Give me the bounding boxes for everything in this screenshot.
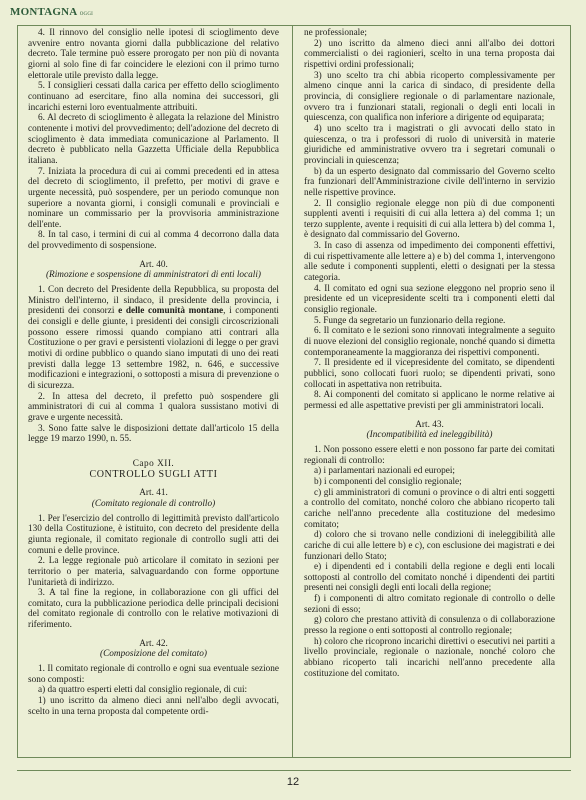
paragraph: 4. Il rinnovo del consiglio nelle ipotesi di scioglimento deve avvenire entro novanta giorni dalla pubblicazione del relativo decreto. Tale termine può essere prorogato per non più di novanta giorni al solo fine di far coincidere le elezioni con il primo turno elettorale utile previsto dalla legge. [28, 28, 279, 81]
paragraph: ne professionale; [304, 28, 367, 38]
article-heading: Art. 42. [139, 638, 168, 649]
paragraph: 1. Per l'esercizio del controllo di legittimità previsto dall'articolo 130 della Costituzione, è istituito, con decreto del presidente della giunta regionale, il comitato regionale di controllo sugli atti dei comuni e delle province. [28, 513, 279, 556]
paragraph: 2. In attesa del decreto, il prefetto può sospendere gli amministratori di cui al comma 1 qualora sussistano motivi di grave e urgente necessità. [28, 391, 279, 423]
paragraph: 5. I consiglieri cessati dalla carica per effetto dello scioglimento continuano ad esercitare, fino alla nomina dei successori, gli incarichi esterni loro eventualmente attribuiti. [28, 81, 279, 113]
paragraph: 1. Il comitato regionale di controllo e ogni sua eventuale sezione sono composti: [28, 664, 279, 685]
article-subtitle: (Composizione del comitato) [100, 649, 207, 660]
paragraph: 3. Sono fatte salve le disposizioni dettate dall'articolo 15 della legge 19 marzo 1990, n. 55. [28, 423, 279, 445]
list-item: e) i dipendenti ed i contabili della regione e degli enti locali sottoposti al controllo del comitato nonché i dipendenti dei partiti presenti nei consigli degli enti locali della regione; [304, 562, 555, 594]
paragraph: 7. Il presidente ed il vicepresidente del comitato, se dipendenti pubblici, sono collocati fuori ruolo; se dipendenti privati, sono collocati in aspettativa non retribuita. [304, 358, 555, 390]
article-subtitle: (Incompatibilità ed ineleggibilità) [366, 430, 493, 441]
chapter-title: CONTROLLO SUGLI ATTI [89, 468, 218, 480]
paragraph: 5. Funge da segretario un funzionario della regione. [314, 315, 506, 326]
paragraph: 3. A tal fine la regione, in collaborazione con gli uffici del comitato, cura la pubblicazione periodica delle principali decisioni del comitato regionale di controllo con le relative motivazioni di riferimento. [28, 588, 279, 631]
left-column [28, 28, 279, 756]
paragraph: 3) uno scelto tra chi abbia ricoperto complessivamente per almeno cinque anni la carica di sindaco, di presidente della provincia, di consigliere regionale o di parlamentare nazionale, ovvero tra i funzionari statali, regionali o degli enti locali in quiescenza, con qualifica non inferiore a dirigente od equiparata; [304, 70, 555, 124]
article-heading: Art. 43. [415, 419, 444, 430]
list-item: c) gli amministratori di comuni o province o di altri enti soggetti a controllo del comitato, nonché coloro che abbiano ricoperto tali cariche nell'anno precedente alla costituzione del medesimo comitato; [304, 487, 555, 530]
bold-insert: e delle comunità montane [118, 306, 224, 317]
list-item: g) coloro che prestano attività di consulenza o di collaborazione presso la regione o enti sottoposti al controllo regionale; [304, 615, 555, 637]
paragraph: 6. Al decreto di scioglimento è allegata la relazione del Ministro contenente i motivi del provvedimento; dell'adozione del decreto di scioglimento è data immediata comunicazione al Parlamento. Il decreto è pubblicato nella Gazzetta Ufficiale della Repubblica italiana. [28, 113, 279, 166]
magazine-logo: MONTAGNA OGGI [10, 6, 94, 18]
paragraph: 1) uno iscritto da almeno dieci anni nell'albo degli avvocati, scelto in una terna proposta dal competente ordi- [28, 696, 279, 717]
chapter-heading: Capo XII. [132, 458, 175, 469]
list-item: h) coloro che ricoprono incarichi direttivi o esecutivi nei partiti a livello provinciale, regionale o nazionale, nonché coloro che abbiano ricoperto tali incarichi nell'anno precedente alla costituzione del comitato. [304, 636, 555, 679]
footer-rule [17, 770, 571, 771]
paragraph: 4. Il comitato ed ogni sua sezione eleggono nel proprio seno il presidente ed un vicepresidente scelti tra i componenti eletti dal consiglio regionale. [304, 283, 555, 316]
right-column [304, 28, 555, 756]
paragraph: 8. In tal caso, i termini di cui al comma 4 decorrono dalla data del provvedimento di sospensione. [28, 230, 279, 252]
list-item: d) coloro che si trovano nelle condizioni di ineleggibilità alle cariche di cui alle lettere b) e c), con esclusione dei magistrati e dei funzionari dello Stato; [304, 530, 555, 562]
list-item: f) i componenti di altro comitato regionale di controllo o delle sezioni di esso; [304, 594, 555, 615]
paragraph: 1. Non possono essere eletti e non possono far parte dei comitati regionali di controllo: [304, 444, 555, 466]
paragraph: b) da un esperto designato dal commissario del Governo scelto fra funzionari dell'Amministrazione civile dell'interno in servizio nelle rispettive province. [304, 166, 555, 198]
article-heading: Art. 41. [139, 488, 168, 499]
paragraph: 7. Iniziata la procedura di cui ai commi precedenti ed in attesa del decreto di scioglimento, il prefetto, per motivi di grave e urgente necessità, può sospendere, per un periodo comunque non superiore a novanta giorni, i consigli comunali e provinciali e nominare un commissario per la provvisoria amministrazione dell'ente. [28, 166, 279, 230]
paragraph: 1. Con decreto del Presidente della Repubblica, su proposta del Ministro dell'interno, il sindaco, il presidente della provincia, i presidenti dei consorzi e delle comunità montane, i componenti dei consigli e delle giunte, i presidenti dei consigli circoscrizionali possono essere rimossi quando compiano atti contrari alla Costituzione o per gravi e persistenti violazioni di legge o per gravi motivi di ordine pubblico o quando siano imputati di uno dei reati previsti dalla legge 13 settembre 1982, n. 646, e successive modificazioni e integrazioni, o sottoposti a misura di prevenzione o di sicurezza. [28, 285, 279, 391]
article-subtitle: (Rimozione e sospensione di amministratori di enti locali) [45, 270, 262, 281]
list-item: b) i componenti del consiglio regionale; [314, 476, 462, 487]
paragraph: 4) uno scelto tra i magistrati o gli avvocati dello stato in quiescenza, o tra i professori di ruolo di università in materie giuridiche ed amministrative ovvero tra i segretari comunali o provinciali in quiescenza; [304, 123, 555, 166]
paragraph: 2. Il consiglio regionale elegge non più di due componenti supplenti aventi i requisiti di cui alla lettera a) del comma 1; un terzo supplente, avente i requisiti di cui alla lettera b) del comma 1, è designato dal commissario del Governo. [304, 198, 555, 241]
paragraph: 8. Ai componenti del comitato si applicano le norme relative ai permessi ed alle aspettative previsti per gli amministratori locali. [304, 390, 555, 411]
paragraph: 6. Il comitato e le sezioni sono rinnovati integralmente a seguito di nuove elezioni del consiglio regionale, nonché quando si dimetta contemporaneamente la maggioranza dei rispettivi componenti. [304, 326, 555, 358]
article-subtitle: (Comitato regionale di controllo) [91, 498, 216, 509]
list-item: a) i parlamentari nazionali ed europei; [314, 466, 455, 477]
paragraph: 2. La legge regionale può articolare il comitato in sezioni per territorio o per materia, salvaguardando con forme opportune l'unitarietà di indirizzo. [28, 556, 279, 588]
page-number: 12 [286, 776, 300, 788]
paragraph: a) da quattro esperti eletti dal consiglio regionale, di cui: [38, 685, 248, 696]
paragraph: 2) uno iscritto da almeno dieci anni all'albo dei dottori commercialisti o dei ragionieri, scelto in una terna proposta dai rispettivi ordini professionali; [304, 38, 555, 70]
paragraph: 3. In caso di assenza od impedimento dei componenti effettivi, di cui rispettivamente alle lettere a) e b) del comma 1, intervengono alle sedute i componenti supplenti, eletti o designati per la stessa categoria. [304, 241, 555, 284]
article-heading: Art. 40. [139, 259, 168, 270]
column-divider [292, 25, 293, 758]
